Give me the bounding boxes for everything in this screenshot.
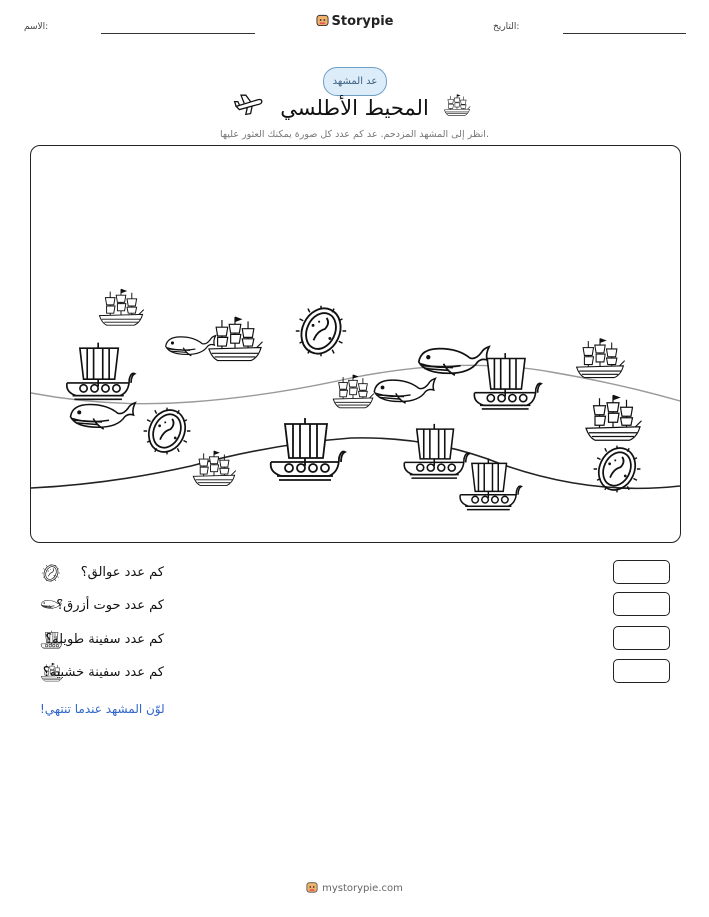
storypie-mascot-icon bbox=[316, 13, 329, 27]
answer-box-3[interactable] bbox=[613, 626, 670, 650]
wave-line-lower bbox=[31, 438, 680, 489]
airplane-icon bbox=[233, 92, 265, 116]
longship bbox=[474, 353, 541, 409]
whale bbox=[166, 336, 216, 356]
answer-box-4[interactable] bbox=[613, 659, 670, 683]
whale bbox=[374, 378, 435, 403]
brand-name: Storypie bbox=[331, 14, 394, 29]
storypie-mascot-icon bbox=[306, 881, 318, 893]
question-text: كم عدد سفينة طويلة؟ bbox=[45, 632, 164, 647]
brand-logo bbox=[0, 13, 709, 29]
footer bbox=[0, 881, 709, 894]
name-line[interactable] bbox=[101, 33, 255, 34]
date-label: التاريخ: bbox=[493, 22, 520, 32]
question-text: كم عدد سفينة خشبية؟ bbox=[42, 665, 164, 680]
name-label: الاسم: bbox=[24, 22, 49, 32]
wooden-ship bbox=[333, 375, 374, 408]
date-line[interactable] bbox=[563, 33, 686, 34]
wooden-ship bbox=[586, 395, 642, 440]
answer-box-1[interactable] bbox=[613, 560, 670, 584]
scene-frame bbox=[30, 145, 681, 543]
longship bbox=[67, 343, 135, 400]
color-instruction: لوّن المشهد عندما تنتهي! bbox=[40, 702, 165, 716]
ocean-scene bbox=[31, 146, 680, 542]
instructions: انظر إلى المشهد المزدحم. عد كم عدد كل صورة يمكنك العثور عليها. bbox=[220, 129, 489, 140]
wooden-ship bbox=[209, 317, 263, 361]
plankton bbox=[142, 404, 192, 458]
wooden-ship bbox=[99, 289, 143, 325]
longship bbox=[460, 458, 521, 509]
answer-box-2[interactable] bbox=[613, 592, 670, 616]
longship bbox=[271, 418, 345, 480]
footer-url[interactable]: mystorypie.com bbox=[322, 883, 403, 894]
plankton-icon bbox=[40, 563, 62, 583]
question-text: كم عدد حوت أزرق؟ bbox=[56, 598, 164, 613]
plankton bbox=[294, 302, 348, 360]
whale bbox=[419, 347, 489, 376]
page-title: المحيط الأطلسي bbox=[280, 96, 429, 120]
question-text: كم عدد عوالق؟ bbox=[80, 565, 164, 580]
wooden-ship bbox=[577, 339, 625, 378]
count-scene-badge: عد المشهد bbox=[323, 67, 387, 96]
whale bbox=[71, 403, 136, 429]
